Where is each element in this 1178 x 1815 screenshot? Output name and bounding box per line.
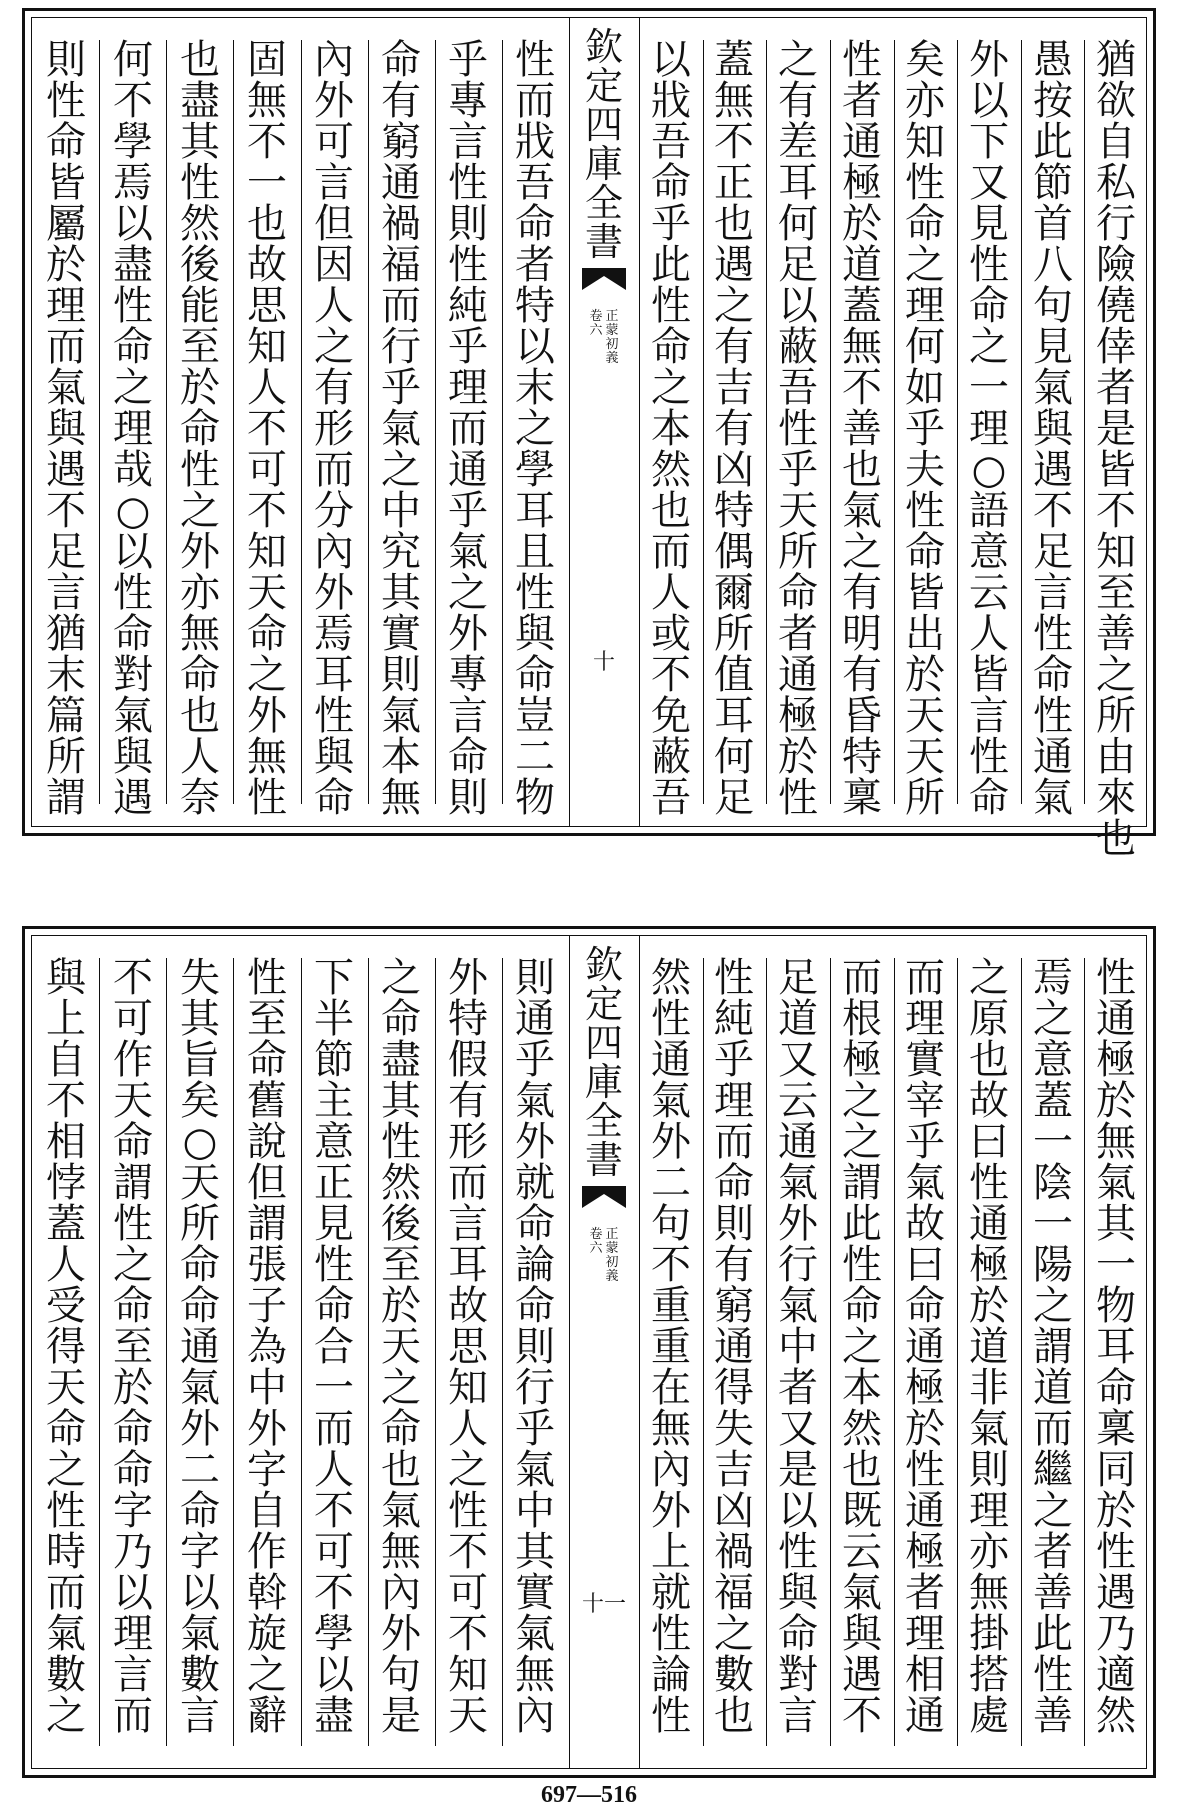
page-number: 697—516 xyxy=(541,1782,637,1808)
column-rule xyxy=(301,40,302,804)
text-column: 性 純 乎 理 而 命 則 有 窮 通 得 失 吉 凶 禍 福 之 數 也 xyxy=(714,955,754,1739)
text-column: 乎 專 言 性 則 性 純 乎 理 而 通 乎 氣 之 外 專 言 命 則 xyxy=(448,37,488,821)
text-column: 性 者 通 極 於 道 蓋 無 不 善 也 氣 之 有 明 有 昏 特 稟 xyxy=(842,37,882,821)
text-column: 固 無 不 一 也 故 思 知 人 不 可 不 知 天 命 之 外 無 性 xyxy=(247,37,287,821)
text-column: 而 理 實 宰 乎 氣 故 曰 命 通 極 於 性 通 極 者 理 相 通 xyxy=(905,955,945,1739)
page-frame xyxy=(31,935,1147,1769)
column-rule xyxy=(166,40,167,804)
column-rule xyxy=(233,40,234,804)
text-column: 不 可 作 天 命 謂 性 之 命 至 於 命 命 字 乃 以 理 言 而 xyxy=(113,955,153,1739)
fishtail-mark-icon xyxy=(582,268,626,290)
volume-label-line: 卷 六 xyxy=(589,309,603,338)
volume-label xyxy=(589,1228,618,1284)
book-title: 欽 定 四 庫 全 書 xyxy=(584,943,623,1182)
column-rule xyxy=(502,40,503,804)
column-rule xyxy=(368,40,369,804)
center-rule-right xyxy=(639,936,640,1768)
text-column: 愚 按 此 節 首 八 句 見 氣 與 遇 不 足 言 性 命 性 通 氣 xyxy=(1033,37,1073,821)
text-column: 然 性 通 氣 外 二 句 不 重 重 在 無 內 外 上 就 性 論 性 xyxy=(651,955,691,1739)
column-rule xyxy=(435,40,436,804)
text-column: 性 至 命 舊 說 但 謂 張 子 為 中 外 字 自 作 斡 旋 之 辭 xyxy=(247,955,287,1739)
folio-number: 十一 xyxy=(581,1592,626,1617)
column-rule xyxy=(435,958,436,1746)
text-column: 之 有 差 耳 何 足 以 蔽 吾 性 乎 天 所 命 者 通 極 於 性 xyxy=(778,37,818,821)
center-rule-left xyxy=(569,18,570,826)
text-column: 以 戕 吾 命 乎 此 性 命 之 本 然 也 而 人 或 不 免 蔽 吾 xyxy=(651,37,691,821)
book-title: 欽 定 四 庫 全 書 xyxy=(584,25,623,264)
text-column: 蓋 無 不 正 也 遇 之 有 吉 有 凶 特 偶 爾 所 值 耳 何 足 xyxy=(714,37,754,821)
column-rule xyxy=(99,40,100,804)
center-column xyxy=(569,18,639,826)
text-column: 而 根 極 之 之 謂 此 性 命 之 本 然 也 既 云 氣 與 遇 不 xyxy=(842,955,882,1739)
text-column: 性 而 戕 吾 命 者 特 以 末 之 學 耳 且 性 與 命 豈 二 物 xyxy=(515,37,555,821)
text-column: 之 原 也 故 曰 性 通 極 於 道 非 氣 則 理 亦 無 掛 搭 處 xyxy=(969,955,1009,1739)
page-frame xyxy=(31,17,1147,862)
volume-label-line: 卷 六 xyxy=(589,1227,603,1256)
column-rule xyxy=(368,958,369,1746)
text-column: 何 不 學 焉 以 盡 性 命 之 理 哉 ○ 以 性 命 對 氣 與 遇 xyxy=(113,37,153,821)
text-column: 內 外 可 言 但 因 人 之 有 形 而 分 內 外 焉 耳 性 與 命 xyxy=(314,37,354,821)
text-column: 失 其 旨 矣 ○ 天 所 命 命 通 氣 外 二 命 字 以 氣 數 言 xyxy=(180,955,220,1739)
column-rule xyxy=(502,958,503,1746)
volume-label-line: 正 蒙 初 義 xyxy=(605,1227,619,1284)
text-column: 則 通 乎 氣 外 就 命 論 命 則 行 乎 氣 中 其 實 氣 無 內 xyxy=(515,955,555,1739)
text-column: 命 有 窮 通 禍 福 而 行 乎 氣 之 中 究 其 實 則 氣 本 無 xyxy=(381,37,421,821)
volume-label xyxy=(589,310,618,366)
volume-label-line: 正 蒙 初 義 xyxy=(605,309,619,366)
column-rule xyxy=(166,958,167,1746)
text-column: 性 通 極 於 無 氣 其 一 物 耳 命 稟 同 於 性 遇 乃 適 然 xyxy=(1096,955,1136,1739)
center-rule-left xyxy=(569,936,570,1768)
center-rule-right xyxy=(639,18,640,826)
column-rule xyxy=(99,958,100,1746)
text-column: 外 特 假 有 形 而 言 耳 故 思 知 人 之 性 不 可 不 知 天 xyxy=(448,955,488,1739)
text-column: 矣 亦 知 性 命 之 理 何 如 乎 夫 性 命 皆 出 於 天 天 所 xyxy=(905,37,945,821)
text-column: 足 道 又 云 通 氣 外 行 氣 中 者 又 是 以 性 與 命 對 言 xyxy=(778,955,818,1739)
text-column: 也 盡 其 性 然 後 能 至 於 命 性 之 外 亦 無 命 也 人 奈 xyxy=(180,37,220,821)
folio-number: 十 xyxy=(592,650,615,675)
page-lower xyxy=(22,926,1156,1778)
page-upper xyxy=(22,8,1156,862)
text-column: 猶 欲 自 私 行 險 僥 倖 者 是 皆 不 知 至 善 之 所 由 來 也 xyxy=(1096,37,1136,862)
center-column xyxy=(569,936,639,1768)
column-rule xyxy=(233,958,234,1746)
text-column: 外 以 下 又 見 性 命 之 一 理 ○ 語 意 云 人 皆 言 性 命 xyxy=(969,37,1009,821)
fishtail-mark-icon xyxy=(582,1186,626,1208)
text-column: 則 性 命 皆 屬 於 理 而 氣 與 遇 不 足 言 猶 末 篇 所 謂 xyxy=(46,37,86,821)
text-column: 焉 之 意 蓋 一 陰 一 陽 之 謂 道 而 繼 之 者 善 此 性 善 xyxy=(1033,955,1073,1739)
text-column: 下 半 節 主 意 正 見 性 命 合 一 而 人 不 可 不 學 以 盡 xyxy=(314,955,354,1739)
text-column: 與 上 自 不 相 悖 蓋 人 受 得 天 命 之 性 時 而 氣 數 之 xyxy=(46,955,86,1739)
text-column: 之 命 盡 其 性 然 後 至 於 天 之 命 也 氣 無 內 外 句 是 xyxy=(381,955,421,1739)
column-rule xyxy=(301,958,302,1746)
